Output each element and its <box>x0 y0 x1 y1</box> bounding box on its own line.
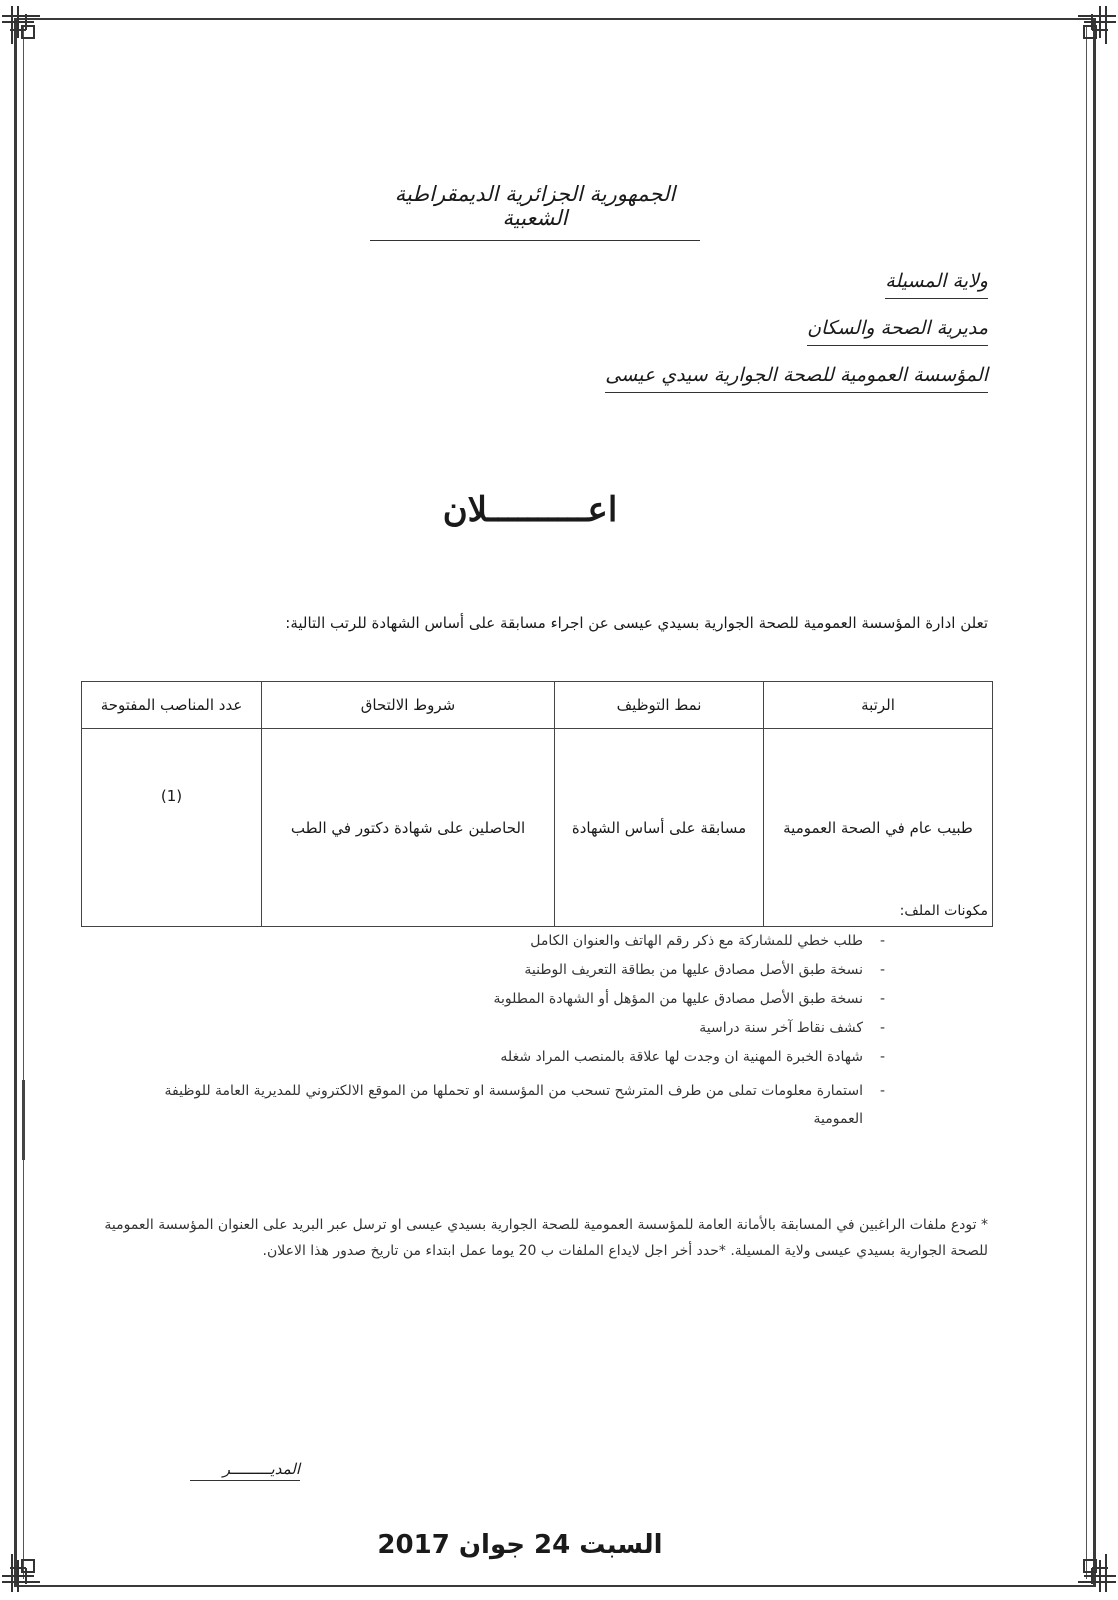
directorate-line: مديرية الصحة والسكان <box>428 317 988 346</box>
corner-ornament-bottom-right <box>1064 1540 1118 1594</box>
corner-ornament-bottom-left <box>0 1540 54 1594</box>
scan-mark <box>22 1080 25 1160</box>
cell-recruitment-mode: مسابقة على أساس الشهادة <box>555 729 764 927</box>
column-header-recruitment-mode: نمط التوظيف <box>555 682 764 729</box>
issuer-block <box>428 270 988 411</box>
publication-date: السبت 24 جوان 2017 <box>377 1530 663 1560</box>
wilaya-line: ولاية المسيلة <box>428 270 988 299</box>
deposit-note: * تودع ملفات الراغبين في المسابقة بالأمانة العامة للمؤسسة العمومية للصحة الجوارية بسيدي عيسى او ترسل عبر البريد على العنوان المؤسسة العمومية للصحة الجوارية بسيدي عيسى ولاية المسيلة. *حدد أخر اجل لايداع الملفات ب 20 يوما عمل ابتداء من تاريخ صدور هذا الاعلان. <box>104 1217 988 1259</box>
positions-table <box>81 681 993 927</box>
intro-text: تعلن ادارة المؤسسة العمومية للصحة الجوارية بسيدي عيسى عن اجراء مسابقة على أساس الشهادة للرتب التالية: <box>285 614 988 632</box>
list-item: - شهادة الخبرة المهنية ان وجدت لها علاقة بالمنصب المراد شغله <box>500 1049 885 1065</box>
cell-grade: طبيب عام في الصحة العمومية <box>764 729 993 927</box>
list-item: - نسخة طبق الأصل مصادق عليها من بطاقة التعريف الوطنية <box>524 962 885 978</box>
list-item: - كشف نقاط آخر سنة دراسية <box>699 1020 885 1036</box>
announcement-title: اعــــــــــلان <box>442 490 618 530</box>
cell-conditions: الحاصلين على شهادة دكتور في الطب <box>262 729 555 927</box>
dossier-list <box>143 932 885 1144</box>
list-item: - طلب خطي للمشاركة مع ذكر رقم الهاتف والعنوان الكامل <box>530 933 885 949</box>
dossier-label: مكونات الملف: <box>899 903 988 919</box>
column-header-grade: الرتبة <box>764 682 993 729</box>
column-header-open-posts: عدد المناصب المفتوحة <box>82 682 262 729</box>
republic-heading: الجمهورية الجزائرية الديمقراطية الشعبية <box>370 182 700 241</box>
cell-open-posts: (1) <box>82 729 262 927</box>
corner-ornament-top-left <box>0 4 54 58</box>
director-signature: المديـــــــــر <box>190 1460 300 1481</box>
table-header-row <box>82 682 993 729</box>
corner-ornament-top-right <box>1064 4 1118 58</box>
column-header-conditions: شروط الالتحاق <box>262 682 555 729</box>
table-row <box>82 729 993 927</box>
list-item: - نسخة طبق الأصل مصادق عليها من المؤهل أو الشهادة المطلوبة <box>493 991 885 1007</box>
institution-line: المؤسسة العمومية للصحة الجوارية سيدي عيسى <box>428 364 988 393</box>
list-item: - استمارة معلومات تملى من طرف المترشح تسحب من المؤسسة او تحملها من الموقع الالكتروني للمديرية العامة للوظيفة العمومية <box>164 1083 885 1127</box>
